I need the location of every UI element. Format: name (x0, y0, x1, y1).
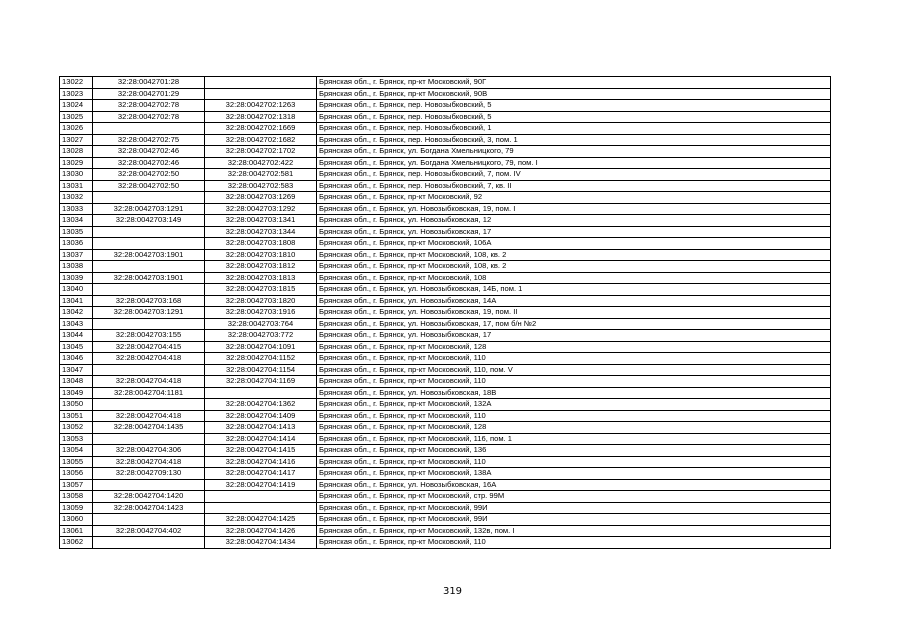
table-row (60, 295, 831, 307)
parent-cadastral-cell: 32:28:0042702:46 (93, 157, 205, 169)
registry-table (59, 76, 831, 549)
parent-cadastral-cell: 32:28:0042703:1291 (93, 203, 205, 215)
row-number-cell: 13048 (60, 376, 93, 388)
address-cell: Брянская обл., г. Брянск, пр-кт Московский, 132в, пом. I (317, 525, 831, 537)
cadastral-number-cell: 32:28:0042704:1414 (205, 433, 317, 445)
table-row (60, 238, 831, 250)
address-cell: Брянская обл., г. Брянск, ул. Богдана Хмельницкого, 79, пом. I (317, 157, 831, 169)
parent-cadastral-cell: 32:28:0042703:1901 (93, 249, 205, 261)
table-row (60, 192, 831, 204)
row-number-cell: 13035 (60, 226, 93, 238)
table-row (60, 514, 831, 526)
row-number-cell: 13060 (60, 514, 93, 526)
parent-cadastral-cell: 32:28:0042702:75 (93, 134, 205, 146)
address-cell: Брянская обл., г. Брянск, ул. Новозыбковская, 16А (317, 479, 831, 491)
row-number-cell: 13032 (60, 192, 93, 204)
table-row (60, 284, 831, 296)
cadastral-number-cell: 32:28:0042702:1682 (205, 134, 317, 146)
registry-table-body (60, 77, 831, 549)
cadastral-number-cell: 32:28:0042702:583 (205, 180, 317, 192)
cadastral-number-cell: 32:28:0042704:1434 (205, 537, 317, 549)
address-cell: Брянская обл., г. Брянск, пр-кт Московский, 110 (317, 376, 831, 388)
table-row (60, 226, 831, 238)
address-cell: Брянская обл., г. Брянск, ул. Новозыбковская, 19, пом. II (317, 307, 831, 319)
cadastral-number-cell: 32:28:0042704:1417 (205, 468, 317, 480)
row-number-cell: 13050 (60, 399, 93, 411)
address-cell: Брянская обл., г. Брянск, пр-кт Московский, 110 (317, 537, 831, 549)
row-number-cell: 13054 (60, 445, 93, 457)
parent-cadastral-cell: 32:28:0042704:418 (93, 456, 205, 468)
parent-cadastral-cell: 32:28:0042704:418 (93, 353, 205, 365)
address-cell: Брянская обл., г. Брянск, пр-кт Московский, 110, пом. V (317, 364, 831, 376)
row-number-cell: 13058 (60, 491, 93, 503)
parent-cadastral-cell: 32:28:0042709:130 (93, 468, 205, 480)
address-cell: Брянская обл., г. Брянск, пер. Новозыбковский, 5 (317, 100, 831, 112)
cadastral-number-cell: 32:28:0042704:1091 (205, 341, 317, 353)
cadastral-number-cell: 32:28:0042703:1810 (205, 249, 317, 261)
row-number-cell: 13059 (60, 502, 93, 514)
parent-cadastral-cell: 32:28:0042702:78 (93, 111, 205, 123)
parent-cadastral-cell: 32:28:0042704:306 (93, 445, 205, 457)
cadastral-number-cell: 32:28:0042704:1409 (205, 410, 317, 422)
row-number-cell: 13023 (60, 88, 93, 100)
table-row (60, 479, 831, 491)
parent-cadastral-cell: 32:28:0042702:50 (93, 180, 205, 192)
row-number-cell: 13022 (60, 77, 93, 89)
address-cell: Брянская обл., г. Брянск, пр-кт Московский, 108 (317, 272, 831, 284)
address-cell: Брянская обл., г. Брянск, пр-кт Московский, 90В (317, 88, 831, 100)
address-cell: Брянская обл., г. Брянск, ул. Новозыбковская, 14Б, пом. 1 (317, 284, 831, 296)
parent-cadastral-cell: 32:28:0042704:418 (93, 376, 205, 388)
cadastral-number-cell: 32:28:0042703:1344 (205, 226, 317, 238)
row-number-cell: 13039 (60, 272, 93, 284)
row-number-cell: 13024 (60, 100, 93, 112)
table-row (60, 353, 831, 365)
table-row (60, 100, 831, 112)
table-row (60, 249, 831, 261)
cadastral-number-cell (205, 387, 317, 399)
address-cell: Брянская обл., г. Брянск, пер. Новозыбковский, 1 (317, 123, 831, 135)
address-cell: Брянская обл., г. Брянск, ул. Новозыбковская, 19, пом. I (317, 203, 831, 215)
address-cell: Брянская обл., г. Брянск, пр-кт Московский, 128 (317, 341, 831, 353)
address-cell: Брянская обл., г. Брянск, ул. Новозыбковская, 17 (317, 330, 831, 342)
row-number-cell: 13031 (60, 180, 93, 192)
parent-cadastral-cell: 32:28:0042702:78 (93, 100, 205, 112)
parent-cadastral-cell (93, 479, 205, 491)
parent-cadastral-cell: 32:28:0042704:1423 (93, 502, 205, 514)
cadastral-number-cell: 32:28:0042704:1425 (205, 514, 317, 526)
parent-cadastral-cell (93, 192, 205, 204)
cadastral-number-cell: 32:28:0042702:1263 (205, 100, 317, 112)
address-cell: Брянская обл., г. Брянск, пр-кт Московский, 128 (317, 422, 831, 434)
address-cell: Брянская обл., г. Брянск, пр-кт Московский, 99И (317, 514, 831, 526)
cadastral-number-cell: 32:28:0042703:1916 (205, 307, 317, 319)
row-number-cell: 13028 (60, 146, 93, 158)
table-row (60, 410, 831, 422)
cadastral-number-cell: 32:28:0042703:764 (205, 318, 317, 330)
parent-cadastral-cell: 32:28:0042703:149 (93, 215, 205, 227)
row-number-cell: 13034 (60, 215, 93, 227)
parent-cadastral-cell: 32:28:0042704:418 (93, 410, 205, 422)
table-row (60, 330, 831, 342)
row-number-cell: 13055 (60, 456, 93, 468)
address-cell: Брянская обл., г. Брянск, пр-кт Московский, 136 (317, 445, 831, 457)
table-row (60, 307, 831, 319)
table-row (60, 387, 831, 399)
address-cell: Брянская обл., г. Брянск, ул. Богдана Хмельницкого, 79 (317, 146, 831, 158)
cadastral-number-cell: 32:28:0042703:1820 (205, 295, 317, 307)
table-row (60, 111, 831, 123)
cadastral-number-cell: 32:28:0042703:1292 (205, 203, 317, 215)
parent-cadastral-cell: 32:28:0042702:50 (93, 169, 205, 181)
table-row (60, 376, 831, 388)
table-row (60, 146, 831, 158)
table-row (60, 157, 831, 169)
cadastral-number-cell (205, 77, 317, 89)
cadastral-number-cell: 32:28:0042702:1669 (205, 123, 317, 135)
cadastral-number-cell (205, 88, 317, 100)
row-number-cell: 13056 (60, 468, 93, 480)
cadastral-number-cell: 32:28:0042703:1812 (205, 261, 317, 273)
row-number-cell: 13040 (60, 284, 93, 296)
table-row (60, 123, 831, 135)
parent-cadastral-cell (93, 238, 205, 250)
page-number: 319 (442, 586, 463, 597)
parent-cadastral-cell: 32:28:0042701:29 (93, 88, 205, 100)
table-row (60, 169, 831, 181)
cadastral-number-cell: 32:28:0042702:1702 (205, 146, 317, 158)
table-row (60, 468, 831, 480)
address-cell: Брянская обл., г. Брянск, пер. Новозыбковский, 3, пом. 1 (317, 134, 831, 146)
table-row (60, 215, 831, 227)
parent-cadastral-cell: 32:28:0042702:46 (93, 146, 205, 158)
cadastral-number-cell: 32:28:0042704:1169 (205, 376, 317, 388)
table-row (60, 399, 831, 411)
parent-cadastral-cell: 32:28:0042704:415 (93, 341, 205, 353)
address-cell: Брянская обл., г. Брянск, пр-кт Московский, 110 (317, 410, 831, 422)
address-cell: Брянская обл., г. Брянск, ул. Новозыбковская, 14А (317, 295, 831, 307)
address-cell: Брянская обл., г. Брянск, пер. Новозыбковский, 7, кв. II (317, 180, 831, 192)
row-number-cell: 13038 (60, 261, 93, 273)
cadastral-number-cell: 32:28:0042704:1362 (205, 399, 317, 411)
address-cell: Брянская обл., г. Брянск, пр-кт Московский, 108, кв. 2 (317, 261, 831, 273)
table-row (60, 364, 831, 376)
parent-cadastral-cell: 32:28:0042703:168 (93, 295, 205, 307)
table-row (60, 422, 831, 434)
cadastral-number-cell: 32:28:0042702:422 (205, 157, 317, 169)
table-row (60, 433, 831, 445)
row-number-cell: 13062 (60, 537, 93, 549)
row-number-cell: 13027 (60, 134, 93, 146)
parent-cadastral-cell (93, 318, 205, 330)
row-number-cell: 13053 (60, 433, 93, 445)
row-number-cell: 13025 (60, 111, 93, 123)
row-number-cell: 13029 (60, 157, 93, 169)
table-row (60, 318, 831, 330)
parent-cadastral-cell (93, 433, 205, 445)
row-number-cell: 13036 (60, 238, 93, 250)
table-row (60, 525, 831, 537)
address-cell: Брянская обл., г. Брянск, пр-кт Московский, стр. 99М (317, 491, 831, 503)
address-cell: Брянская обл., г. Брянск, пр-кт Московский, 132А (317, 399, 831, 411)
address-cell: Брянская обл., г. Брянск, пр-кт Московский, 138А (317, 468, 831, 480)
parent-cadastral-cell (93, 284, 205, 296)
cadastral-number-cell: 32:28:0042704:1413 (205, 422, 317, 434)
address-cell: Брянская обл., г. Брянск, пр-кт Московский, 116, пом. 1 (317, 433, 831, 445)
row-number-cell: 13052 (60, 422, 93, 434)
address-cell: Брянская обл., г. Брянск, пр-кт Московский, 92 (317, 192, 831, 204)
table-row (60, 491, 831, 503)
address-cell: Брянская обл., г. Брянск, пер. Новозыбковский, 5 (317, 111, 831, 123)
cadastral-number-cell (205, 491, 317, 503)
table-row (60, 445, 831, 457)
address-cell: Брянская обл., г. Брянск, ул. Новозыбковская, 17 (317, 226, 831, 238)
parent-cadastral-cell: 32:28:0042703:1901 (93, 272, 205, 284)
parent-cadastral-cell (93, 226, 205, 238)
address-cell: Брянская обл., г. Брянск, ул. Новозыбковская, 17, пом б/н №2 (317, 318, 831, 330)
cadastral-number-cell: 32:28:0042704:1154 (205, 364, 317, 376)
parent-cadastral-cell: 32:28:0042704:1181 (93, 387, 205, 399)
parent-cadastral-cell: 32:28:0042704:1435 (93, 422, 205, 434)
parent-cadastral-cell (93, 123, 205, 135)
parent-cadastral-cell (93, 514, 205, 526)
row-number-cell: 13030 (60, 169, 93, 181)
address-cell: Брянская обл., г. Брянск, пер. Новозыбковский, 7, пом. IV (317, 169, 831, 181)
table-row (60, 77, 831, 89)
cadastral-number-cell: 32:28:0042703:1813 (205, 272, 317, 284)
row-number-cell: 13043 (60, 318, 93, 330)
address-cell: Брянская обл., г. Брянск, пр-кт Московский, 99И (317, 502, 831, 514)
row-number-cell: 13051 (60, 410, 93, 422)
cadastral-number-cell: 32:28:0042704:1419 (205, 479, 317, 491)
address-cell: Брянская обл., г. Брянск, ул. Новозыбковская, 18В (317, 387, 831, 399)
row-number-cell: 13026 (60, 123, 93, 135)
parent-cadastral-cell (93, 537, 205, 549)
table-row (60, 134, 831, 146)
table-row (60, 341, 831, 353)
parent-cadastral-cell (93, 364, 205, 376)
address-cell: Брянская обл., г. Брянск, пр-кт Московский, 110 (317, 456, 831, 468)
row-number-cell: 13042 (60, 307, 93, 319)
row-number-cell: 13044 (60, 330, 93, 342)
row-number-cell: 13041 (60, 295, 93, 307)
table-row (60, 203, 831, 215)
table-row (60, 180, 831, 192)
cadastral-number-cell: 32:28:0042703:1341 (205, 215, 317, 227)
parent-cadastral-cell: 32:28:0042704:402 (93, 525, 205, 537)
parent-cadastral-cell (93, 261, 205, 273)
address-cell: Брянская обл., г. Брянск, ул. Новозыбковская, 12 (317, 215, 831, 227)
cadastral-number-cell: 32:28:0042704:1152 (205, 353, 317, 365)
cadastral-number-cell: 32:28:0042703:1269 (205, 192, 317, 204)
cadastral-number-cell: 32:28:0042703:772 (205, 330, 317, 342)
row-number-cell: 13049 (60, 387, 93, 399)
cadastral-number-cell: 32:28:0042704:1415 (205, 445, 317, 457)
table-row (60, 88, 831, 100)
address-cell: Брянская обл., г. Брянск, пр-кт Московский, 90Г (317, 77, 831, 89)
cadastral-number-cell: 32:28:0042703:1815 (205, 284, 317, 296)
cadastral-number-cell: 32:28:0042704:1416 (205, 456, 317, 468)
address-cell: Брянская обл., г. Брянск, пр-кт Московский, 110 (317, 353, 831, 365)
cadastral-number-cell: 32:28:0042703:1808 (205, 238, 317, 250)
cadastral-number-cell: 32:28:0042704:1426 (205, 525, 317, 537)
address-cell: Брянская обл., г. Брянск, пр-кт Московский, 106А (317, 238, 831, 250)
parent-cadastral-cell (93, 399, 205, 411)
table-row (60, 261, 831, 273)
parent-cadastral-cell: 32:28:0042703:1291 (93, 307, 205, 319)
parent-cadastral-cell: 32:28:0042703:155 (93, 330, 205, 342)
cadastral-number-cell (205, 502, 317, 514)
row-number-cell: 13033 (60, 203, 93, 215)
parent-cadastral-cell: 32:28:0042704:1420 (93, 491, 205, 503)
row-number-cell: 13037 (60, 249, 93, 261)
row-number-cell: 13045 (60, 341, 93, 353)
table-row (60, 537, 831, 549)
table-row (60, 502, 831, 514)
table-row (60, 272, 831, 284)
row-number-cell: 13057 (60, 479, 93, 491)
row-number-cell: 13047 (60, 364, 93, 376)
row-number-cell: 13061 (60, 525, 93, 537)
address-cell: Брянская обл., г. Брянск, пр-кт Московский, 108, кв. 2 (317, 249, 831, 261)
parent-cadastral-cell: 32:28:0042701:28 (93, 77, 205, 89)
cadastral-number-cell: 32:28:0042702:1318 (205, 111, 317, 123)
cadastral-number-cell: 32:28:0042702:581 (205, 169, 317, 181)
table-row (60, 456, 831, 468)
row-number-cell: 13046 (60, 353, 93, 365)
